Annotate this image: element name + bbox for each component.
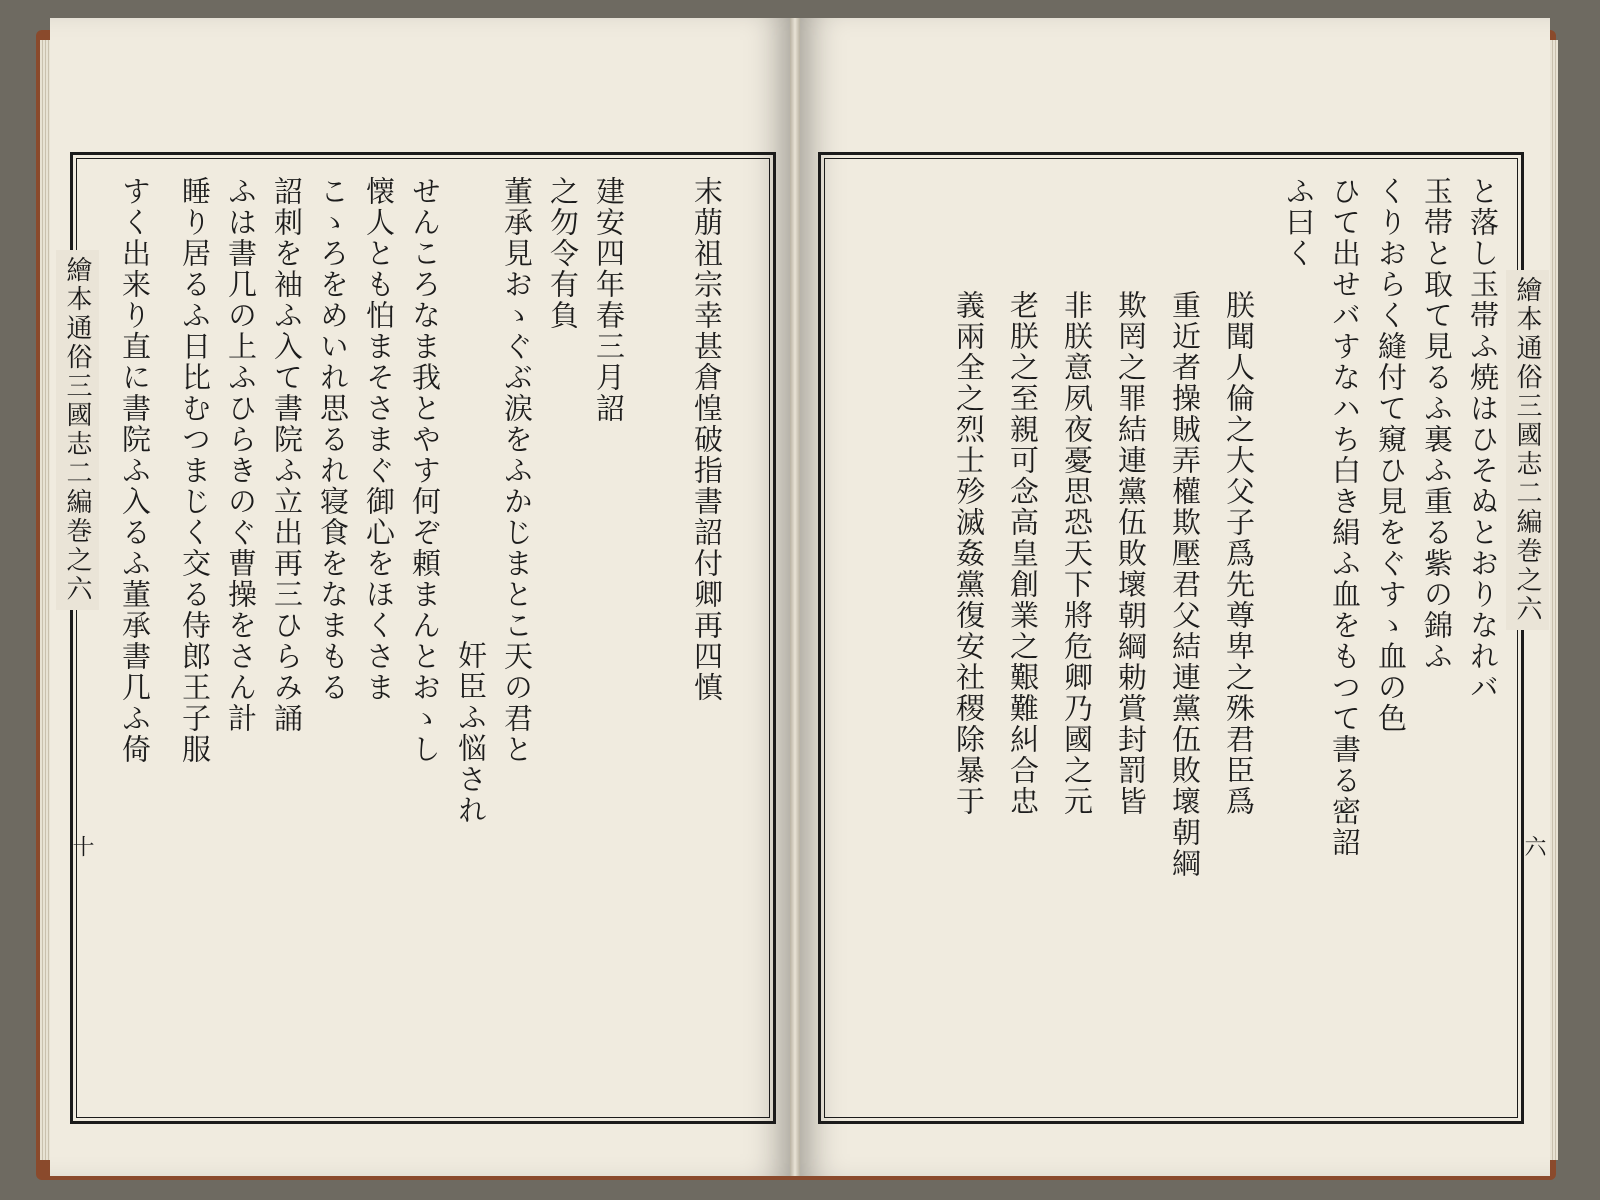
right-column-6: 朕聞人倫之大父子爲先尊卑之殊君臣爲 xyxy=(1222,290,1256,817)
left-folio-number: 十 xyxy=(69,835,94,857)
right-column-10: 老朕之至親可念高皇創業之艱難糾合忠 xyxy=(1006,290,1040,817)
right-column-3: くりおらく縫付て窺ひ見をぐすゝ血の色 xyxy=(1374,176,1408,734)
left-column-1: 建安四年春三月詔 xyxy=(592,176,626,424)
right-folio-number: 六 xyxy=(1521,835,1546,857)
right-column-5: ふ曰く xyxy=(1282,176,1316,269)
right-column-4: ひて出せバすなハち白き絹ふ血をもつて書る密詔 xyxy=(1328,176,1362,858)
left-column-10: ふは書几の上ふひらきのぐ曹操をさん計 xyxy=(224,176,258,734)
right-column-9: 非朕意夙夜憂思恐天下將危卿乃國之元 xyxy=(1060,290,1094,817)
left-column-9: 詔刺を袖ふ入て書院ふ立出再三ひらみ誦 xyxy=(270,176,304,734)
left-column-4: 末萠祖宗幸甚倉惶破指書詔付卿再四慎 xyxy=(690,176,724,703)
left-column-7: 懐人とも怕まそさまぐ御心をほくさま xyxy=(362,176,396,703)
right-column-11: 義兩全之烈士殄滅姦黨復安社稷除暴于 xyxy=(952,290,986,817)
left-column-3: 董承見おゝぐぶ涙をふかじまとこ天の君と xyxy=(500,176,534,765)
right-column-7: 重近者操賊弄權欺壓君父結連黨伍敗壞朝綱 xyxy=(1168,290,1202,879)
right-column-2: 玉帯と取て見るふ裏ふ重る紫の錦ふ xyxy=(1420,176,1454,672)
left-margin-title: 繪本通俗三國志二編巻之六 xyxy=(56,250,99,610)
left-column-12: すく出来り直に書院ふ入るふ董承書几ふ倚 xyxy=(118,176,152,765)
left-column-2: 之勿令有負 xyxy=(546,176,580,331)
right-column-8: 欺罔之罪結連黨伍敗壞朝綱勅賞封罰皆 xyxy=(1114,290,1148,817)
left-column-11: 睡り居るふ日比むつまじく交る侍郎王子服 xyxy=(178,176,212,765)
right-margin-title: 繪本通俗三國志二編巻之六 xyxy=(1506,270,1549,630)
left-column-6: せんころなま我とやす何ぞ頼まんとおゝし xyxy=(408,176,442,765)
left-column-5: 奸臣ふ悩され xyxy=(454,640,488,826)
right-column-1: と落し玉帯ふ焼はひそぬとおりなれバ xyxy=(1466,176,1500,703)
left-column-8: こゝろをめいれ思るれ寝食をなまもる xyxy=(316,176,350,703)
book-gutter xyxy=(790,18,800,1176)
